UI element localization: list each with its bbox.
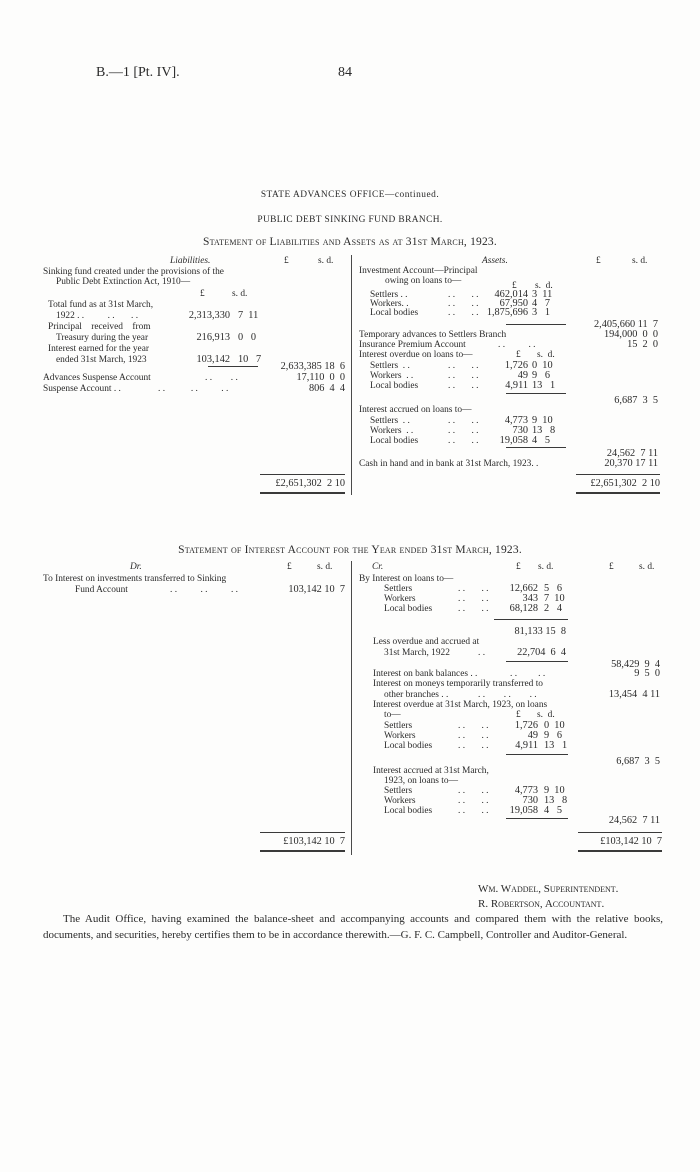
- investment-line1: Investment Account—Principal: [359, 266, 478, 276]
- leader-dots: . . . .: [458, 584, 489, 594]
- less-line2: 31st March, 1922: [384, 648, 450, 658]
- principal-line2: Treasury during the year: [56, 333, 149, 343]
- assets-grand-total: £2,651,302 2 10: [590, 478, 660, 489]
- cr-overdue-line2: to—: [384, 710, 401, 720]
- cr-overdue-item-label: Workers: [384, 731, 416, 741]
- accrued-item-sd: 4 5: [532, 435, 551, 446]
- leader-dots: . . . .: [458, 721, 489, 731]
- statement2-column-divider: [351, 561, 352, 855]
- leader-dots: . . . .: [458, 731, 489, 741]
- cr-overdue-item-sd: 0 10: [544, 720, 565, 731]
- leader-dots: . . . .: [448, 426, 479, 436]
- accrued-item-label: Workers . .: [370, 426, 414, 436]
- cr-overdue-sub-sd: s. d.: [537, 710, 555, 720]
- cr-overdue-item-label: Settlers: [384, 721, 413, 731]
- total-fund-amount: 2,313,330: [188, 310, 230, 321]
- accrued-item-amount: 730: [512, 425, 528, 436]
- leader-dots: . . . .: [458, 594, 489, 604]
- leader-dots: . . . .: [458, 806, 489, 816]
- branch-title: PUBLIC DEBT SINKING FUND BRANCH.: [257, 215, 443, 225]
- cr-overdue-item-amount: 1,726: [514, 720, 538, 731]
- overdue-rule: [506, 393, 566, 394]
- total-fund-line2: 1922 . . . . . .: [56, 311, 139, 321]
- cr-loan-label: Local bodies: [384, 604, 433, 614]
- investment-line2: owing on loans to—: [385, 276, 462, 286]
- leader-dots: . . . .: [458, 796, 489, 806]
- assets-sd-head: s. d.: [632, 256, 648, 266]
- overdue-sub-pounds: £: [516, 350, 521, 360]
- audit-certification: The Audit Office, having examined the balance-sheet and accompanying accounts and compared them with the relative books, documents, and securities, hereby certifies them to be in accordance therewith.—G. F. C. Campbell, Controller and Auditor-General.: [43, 913, 663, 941]
- dr-double-rule: [260, 850, 345, 852]
- leader-dots: . . . .: [448, 381, 479, 391]
- dr-line2: Fund Account: [75, 585, 128, 595]
- leader-dots: . . . .: [448, 290, 479, 300]
- cr-loan-amount: 12,662: [509, 583, 538, 594]
- cr-loan-sd: 7 10: [544, 593, 565, 604]
- cr-total: £103,142 10 7: [600, 836, 662, 847]
- fund-total: 2,633,385 18 6: [280, 361, 345, 372]
- accrued-item-label: Settlers . .: [370, 416, 410, 426]
- moneys-dots: . . . . . .: [478, 690, 537, 700]
- pounds-col-head: £: [284, 256, 289, 266]
- dr-total-rule: [260, 832, 345, 833]
- bank-interest-label: Interest on bank balances . .: [373, 669, 478, 679]
- cr-double-rule: [578, 850, 662, 852]
- cr-accrued-item-label: Local bodies: [384, 806, 433, 816]
- overdue-item-label: Local bodies: [370, 381, 419, 391]
- cr-accrued-rule: [506, 818, 568, 819]
- advances-suspense-label: Advances Suspense Account: [43, 373, 151, 383]
- cr-loan-label: Workers: [384, 594, 416, 604]
- leader-dots: . . . .: [448, 436, 479, 446]
- cash-label: Cash in hand and in bank at 31st March, 1923. .: [359, 459, 539, 469]
- cr-accrued-item-amount: 730: [522, 795, 538, 806]
- insurance-amount: 15 2 0: [627, 339, 658, 350]
- overdue-item-amount: 4,911: [505, 380, 528, 391]
- interest-earned-sd: 10 7: [238, 354, 262, 365]
- dr-line1: To Interest on investments transferred to Sinking: [43, 574, 227, 584]
- assets-total-rule: [576, 474, 660, 475]
- principal-sd: 0 0: [238, 332, 257, 343]
- cr-accrued-item-label: Workers: [384, 796, 416, 806]
- cr-loan-label: Settlers: [384, 584, 413, 594]
- loan-amount: 1,875,696: [486, 307, 528, 318]
- cr-accrued-item-sd: 9 10: [544, 785, 565, 796]
- sinking-fund-line1: Sinking fund created under the provisions of the: [43, 267, 224, 277]
- cr-overdue-item-amount: 4,911: [515, 740, 538, 751]
- sinking-fund-line2: Public Debt Extinction Act, 1910—: [56, 277, 191, 287]
- cr-accrued-item-sd: 4 5: [544, 805, 563, 816]
- cr-overdue-sub-pounds: £: [516, 710, 521, 720]
- cr-loans-total: 81,133 15 8: [514, 626, 566, 637]
- cr-overdue-total: 6,687 3 5: [616, 756, 660, 767]
- cr-accrued-line1: Interest accrued at 31st March,: [373, 766, 489, 776]
- overdue-item-amount: 1,726: [504, 360, 528, 371]
- overdue-item-sd: 9 6: [532, 370, 551, 381]
- accrued-item-amount: 19,058: [499, 435, 528, 446]
- cr-heading: Cr.: [372, 562, 384, 572]
- overdue-item-sd: 13 1: [532, 380, 556, 391]
- cr-sd-head-1: s. d.: [538, 562, 554, 572]
- superintendent-signature: Wm. Waddel, Superintendent.: [478, 883, 619, 895]
- cr-sd-head-2: s. d.: [639, 562, 655, 572]
- total-fund-line1: Total fund as at 31st March,: [48, 300, 154, 310]
- liabilities-double-rule: [260, 492, 345, 494]
- statement1-column-divider: [351, 255, 352, 495]
- interest-earned-line1: Interest earned for the year: [48, 344, 149, 354]
- cr-loan-sd: 5 6: [544, 583, 563, 594]
- cr-overdue-item-label: Local bodies: [384, 741, 433, 751]
- cr-overdue-item-sd: 9 6: [544, 730, 563, 741]
- leader-dots: . . . .: [448, 416, 479, 426]
- cr-accrued-line2: 1923, on loans to—: [384, 776, 458, 786]
- leader-dots: . . . .: [448, 361, 479, 371]
- accrued-rule: [506, 447, 566, 448]
- overdue-item-sd: 0 10: [532, 360, 553, 371]
- less-dots: . .: [478, 648, 486, 658]
- net-interest-amount: 58,429 9 4: [611, 659, 660, 670]
- cr-by-label: By Interest on loans to—: [359, 574, 454, 584]
- overdue-item-amount: 49: [517, 370, 528, 381]
- leader-dots: . . . .: [448, 371, 479, 381]
- dr-sd-head: s. d.: [317, 562, 333, 572]
- leader-dots: . . . .: [458, 741, 489, 751]
- loan-sd: 4 7: [532, 298, 551, 309]
- temp-advances-label: Temporary advances to Settlers Branch: [359, 330, 507, 340]
- dr-dots: . . . . . .: [170, 585, 238, 595]
- moneys-line1: Interest on moneys temporarily transferred to: [373, 679, 543, 689]
- loan-sd: 3 11: [532, 289, 553, 300]
- suspense-amount: 806 4 4: [308, 383, 345, 394]
- sub-pounds-head: £: [200, 289, 205, 299]
- bank-interest-dots: . . . .: [510, 669, 546, 679]
- dr-heading: Dr.: [130, 562, 142, 572]
- advances-dots: . . . .: [205, 373, 238, 383]
- temp-advances-amount: 194,000 0 0: [603, 329, 658, 340]
- moneys-amount: 13,454 4 11: [608, 689, 660, 700]
- accrued-label: Interest accrued on loans to—: [359, 405, 472, 415]
- cr-overdue-rule: [506, 754, 568, 755]
- cash-amount: 20,370 17 11: [604, 458, 658, 469]
- leader-dots: . . . .: [458, 604, 489, 614]
- statement2-title: Statement of Interest Account for the Year ended 31st March, 1923.: [178, 544, 522, 556]
- assets-heading: Assets.: [482, 256, 508, 266]
- less-line1: Less overdue and accrued at: [373, 637, 480, 647]
- cr-pounds-head-1: £: [516, 562, 521, 572]
- statement1-title: Statement of Liabilities and Assets as at 31st March, 1923.: [203, 236, 497, 248]
- cr-overdue-item-sd: 13 1: [544, 740, 568, 751]
- assets-pounds-head: £: [596, 256, 601, 266]
- overdue-item-label: Workers . .: [370, 371, 414, 381]
- cr-overdue-item-amount: 49: [527, 730, 538, 741]
- overdue-total: 6,687 3 5: [614, 395, 658, 406]
- insurance-dots: . . . .: [498, 340, 536, 350]
- cr-loans-rule: [494, 619, 568, 620]
- page-number: 84: [338, 65, 352, 80]
- loans-total: 2,405,660 11 7: [594, 319, 658, 330]
- cr-accrued-item-sd: 13 8: [544, 795, 568, 806]
- accountant-signature: R. Robertson, Accountant.: [478, 898, 605, 910]
- advances-suspense-amount: 17,110 0 0: [296, 372, 345, 383]
- dr-total: £103,142 10 7: [283, 836, 345, 847]
- report-reference: B.—1 [Pt. IV].: [96, 65, 180, 80]
- suspense-label: Suspense Account . .: [43, 384, 121, 394]
- sub-sd-head: s. d.: [232, 289, 248, 299]
- loan-label: Settlers . .: [370, 290, 408, 300]
- suspense-dots: . . . . . .: [158, 384, 229, 394]
- cr-loan-sd: 2 4: [544, 603, 563, 614]
- cr-loan-amount: 343: [522, 593, 538, 604]
- cr-overdue-line1: Interest overdue at 31st March, 1923, on loans: [373, 700, 548, 710]
- assets-sub-sd: s. d.: [535, 281, 553, 291]
- interest-earned-amount: 103,142: [196, 354, 230, 365]
- cr-accrued-item-label: Settlers: [384, 786, 413, 796]
- accrued-item-amount: 4,773: [504, 415, 528, 426]
- accrued-item-sd: 9 10: [532, 415, 553, 426]
- loan-sd: 3 1: [532, 307, 551, 318]
- less-amount: 22,704 6 4: [517, 647, 566, 658]
- less-rule: [506, 661, 568, 662]
- overdue-label: Interest overdue on loans to—: [359, 350, 473, 360]
- cr-accrued-item-amount: 4,773: [514, 785, 538, 796]
- assets-sub-pounds: £: [512, 281, 517, 291]
- principal-line1: Principal received from: [48, 322, 151, 332]
- liabilities-heading: Liabilities.: [170, 256, 211, 266]
- leader-dots: . . . .: [448, 308, 479, 318]
- accrued-item-label: Local bodies: [370, 436, 419, 446]
- dr-amount: 103,142 10 7: [288, 584, 345, 595]
- overdue-item-label: Settlers . .: [370, 361, 410, 371]
- interest-earned-line2: ended 31st March, 1923: [56, 355, 147, 365]
- accrued-item-sd: 13 8: [532, 425, 556, 436]
- principal-amount: 216,913: [196, 332, 230, 343]
- loan-amount: 67,950: [499, 298, 528, 309]
- leader-dots: . . . .: [448, 299, 479, 309]
- sd-col-head: s. d.: [318, 256, 334, 266]
- cr-accrued-item-amount: 19,058: [509, 805, 538, 816]
- cr-total-rule: [578, 832, 662, 833]
- insurance-label: Insurance Premium Account: [359, 340, 466, 350]
- dr-pounds-head: £: [287, 562, 292, 572]
- bank-interest-amount: 9 5 0: [634, 668, 660, 679]
- loan-label: Workers. .: [370, 299, 409, 309]
- overdue-sub-sd: s. d.: [537, 350, 555, 360]
- loan-label: Local bodies: [370, 308, 419, 318]
- cr-accrued-total: 24,562 7 11: [608, 815, 660, 826]
- loan-amount: 462,014: [494, 289, 528, 300]
- assets-double-rule: [576, 492, 660, 494]
- cr-pounds-head-2: £: [609, 562, 614, 572]
- loans-rule: [506, 324, 566, 325]
- office-title: STATE ADVANCES OFFICE—continued.: [260, 190, 440, 200]
- liabilities-total-rule: [260, 474, 345, 475]
- cr-loan-amount: 68,128: [509, 603, 538, 614]
- accrued-total: 24,562 7 11: [606, 448, 658, 459]
- moneys-line2: other branches . .: [384, 690, 449, 700]
- liabilities-grand-total: £2,651,302 2 10: [275, 478, 345, 489]
- leader-dots: . . . .: [458, 786, 489, 796]
- total-fund-sd: 7 11: [238, 310, 259, 321]
